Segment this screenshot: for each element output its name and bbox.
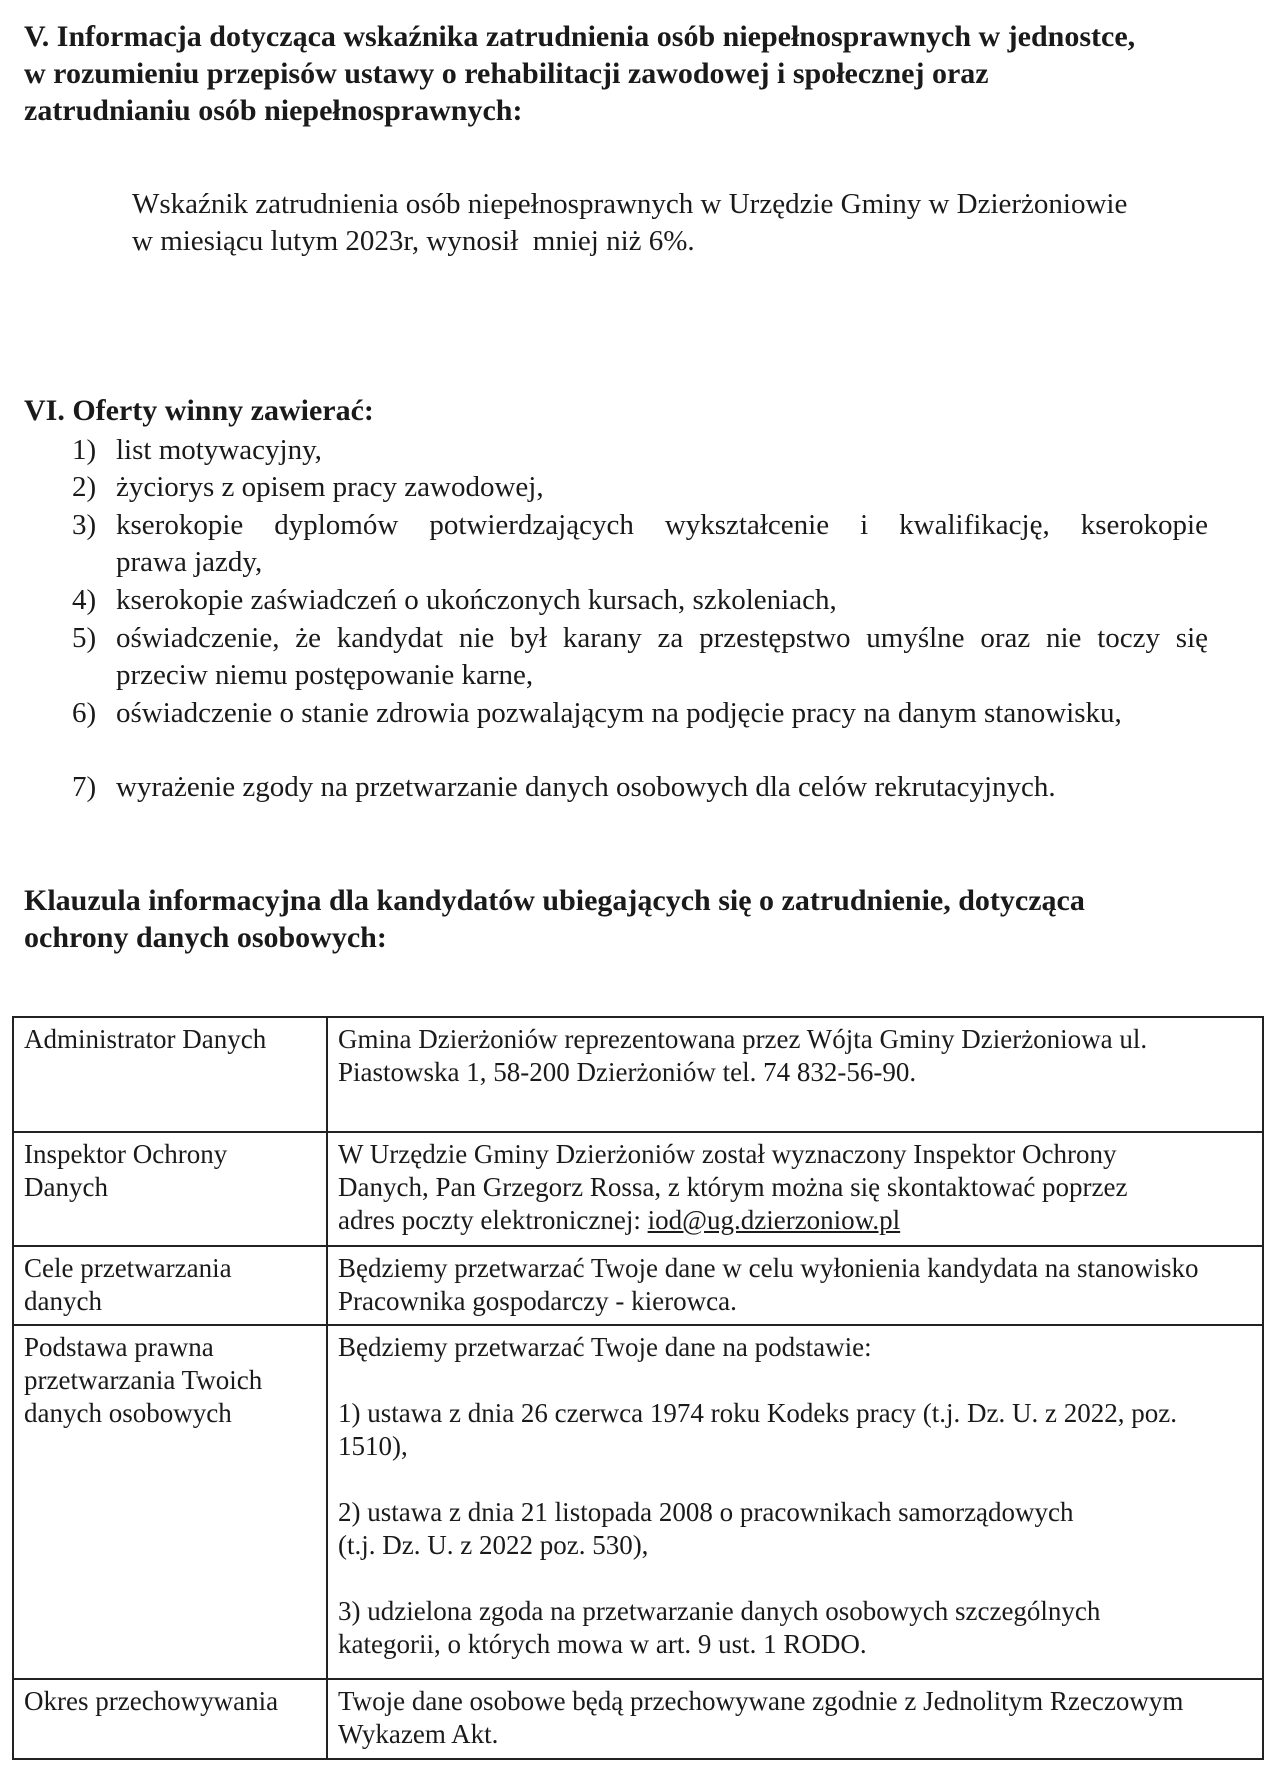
list-item-number: 5) — [72, 622, 97, 654]
legal-basis-line: 3) udzielona zgoda na przetwarzanie danych osobowych szczególnych — [338, 1596, 1101, 1626]
table-value-line: Danych, Pan Grzegorz Rossa, z którym można się skontaktować poprzez — [338, 1172, 1128, 1202]
table-label-cell — [13, 1679, 327, 1759]
table-value-cell — [327, 1017, 1263, 1132]
table-label: danych — [24, 1286, 102, 1316]
gdpr-clause-title-line: ochrony danych osobowych: — [24, 921, 387, 954]
list-item-number: 3) — [72, 509, 97, 541]
table-label-cell — [13, 1017, 327, 1132]
table-label: danych osobowych — [24, 1398, 232, 1428]
list-item-number: 4) — [72, 584, 97, 616]
list-item-text: oświadczenie, że kandydat nie był karany za przestępstwo umyślne oraz nie toczy się — [116, 622, 1208, 654]
table-value-cell — [327, 1132, 1263, 1246]
table-value-line: Gmina Dzierżoniów reprezentowana przez Wójta Gminy Dzierżoniowa ul. — [338, 1024, 1148, 1054]
section-v-title-line: w rozumieniu przepisów ustawy o rehabilitacji zawodowej i społecznej oraz — [24, 57, 989, 90]
table-label-cell — [13, 1325, 327, 1679]
table-row — [13, 1017, 1263, 1132]
table-row — [13, 1246, 1263, 1325]
table-value-line: adres poczty elektronicznej: — [338, 1205, 648, 1235]
list-item-text: oświadczenie o stanie zdrowia pozwalającym na podjęcie pracy na danym stanowisku, — [116, 697, 1122, 729]
table-value-line: Piastowska 1, 58-200 Dzierżoniów tel. 74 832-56-90. — [338, 1057, 917, 1087]
table-label: Cele przetwarzania — [24, 1253, 232, 1283]
section-v-title — [24, 18, 1224, 129]
legal-basis-line: 1510), — [338, 1431, 408, 1461]
list-item-text: kserokopie dyplomów potwierdzających wykształcenie i kwalifikację, kserokopie — [116, 509, 1208, 541]
legal-basis-point — [338, 1397, 1254, 1463]
list-item-text: list motywacyjny, — [116, 434, 322, 466]
section-vi-title: VI. Oferty winny zawierać: — [24, 394, 374, 427]
table-row — [13, 1679, 1263, 1759]
table-label: Danych — [24, 1172, 108, 1202]
table-label: przetwarzania Twoich — [24, 1365, 263, 1395]
section-v-title-line: zatrudnianiu osób niepełnosprawnych: — [24, 94, 523, 127]
list-item-text: wyrażenie zgody na przetwarzanie danych osobowych dla celów rekrutacyjnych. — [116, 771, 1056, 803]
legal-basis-line: kategorii, o których mowa w art. 9 ust. 1 RODO. — [338, 1629, 867, 1659]
legal-basis-point — [338, 1496, 1254, 1562]
table-value-line: Twoje dane osobowe będą przechowywane zgodnie z Jednolitym Rzeczowym — [338, 1686, 1184, 1716]
legal-basis-line: (t.j. Dz. U. z 2022 poz. 530), — [338, 1530, 649, 1560]
table-value-line: W Urzędzie Gminy Dzierżoniów został wyznaczony Inspektor Ochrony — [338, 1139, 1117, 1169]
list-item-text: kserokopie zaświadczeń o ukończonych kursach, szkoleniach, — [116, 584, 837, 616]
legal-basis-intro: Będziemy przetwarzać Twoje dane na podstawie: — [338, 1332, 872, 1362]
table-label: Inspektor Ochrony — [24, 1139, 228, 1169]
employment-indicator-text — [132, 186, 1222, 260]
table-value-cell — [327, 1679, 1263, 1759]
list-item-text: życiorys z opisem pracy zawodowej, — [116, 471, 544, 503]
table-value-line: Pracownika gospodarczy - kierowca. — [338, 1286, 737, 1316]
gdpr-clause-title — [24, 882, 1224, 956]
list-item-number: 6) — [72, 697, 97, 729]
list-item-number: 1) — [72, 434, 97, 466]
legal-basis-line: 2) ustawa z dnia 21 listopada 2008 o pracownikach samorządowych — [338, 1497, 1074, 1527]
list-item-text: prawa jazdy, — [116, 546, 263, 578]
legal-basis-point — [338, 1595, 1254, 1661]
table-value-line: Będziemy przetwarzać Twoje dane w celu wyłonienia kandydata na stanowisko — [338, 1253, 1199, 1283]
table-label: Administrator Danych — [24, 1024, 267, 1054]
table-value-cell — [327, 1325, 1263, 1679]
table-label: Okres przechowywania — [24, 1686, 279, 1716]
table-label-cell — [13, 1132, 327, 1246]
table-row — [13, 1325, 1263, 1679]
gdpr-info-table — [12, 1016, 1264, 1760]
table-row — [13, 1132, 1263, 1246]
legal-basis-line: 1) ustawa z dnia 26 czerwca 1974 roku Kodeks pracy (t.j. Dz. U. z 2022, poz. — [338, 1398, 1177, 1428]
table-label-cell — [13, 1246, 327, 1325]
employment-indicator-line: w miesiącu lutym 2023r, wynosił mniej niż 6%. — [132, 225, 695, 257]
list-item-number: 7) — [72, 771, 97, 803]
section-v-title-line: V. Informacja dotycząca wskaźnika zatrudnienia osób niepełnosprawnych w jednostce, — [24, 20, 1136, 53]
dpo-email-link[interactable]: iod@ug.dzierzoniow.pl — [647, 1205, 901, 1235]
list-item-text: przeciw niemu postępowanie karne, — [116, 659, 534, 691]
employment-indicator-line: Wskaźnik zatrudnienia osób niepełnosprawnych w Urzędzie Gminy w Dzierżoniowie — [132, 188, 1128, 220]
gdpr-clause-title-line: Klauzula informacyjna dla kandydatów ubiegających się o zatrudnienie, dotycząca — [24, 884, 1085, 917]
table-value-cell — [327, 1246, 1263, 1325]
table-value-line: Wykazem Akt. — [338, 1719, 499, 1749]
table-label: Podstawa prawna — [24, 1332, 214, 1362]
list-item-number: 2) — [72, 471, 97, 503]
